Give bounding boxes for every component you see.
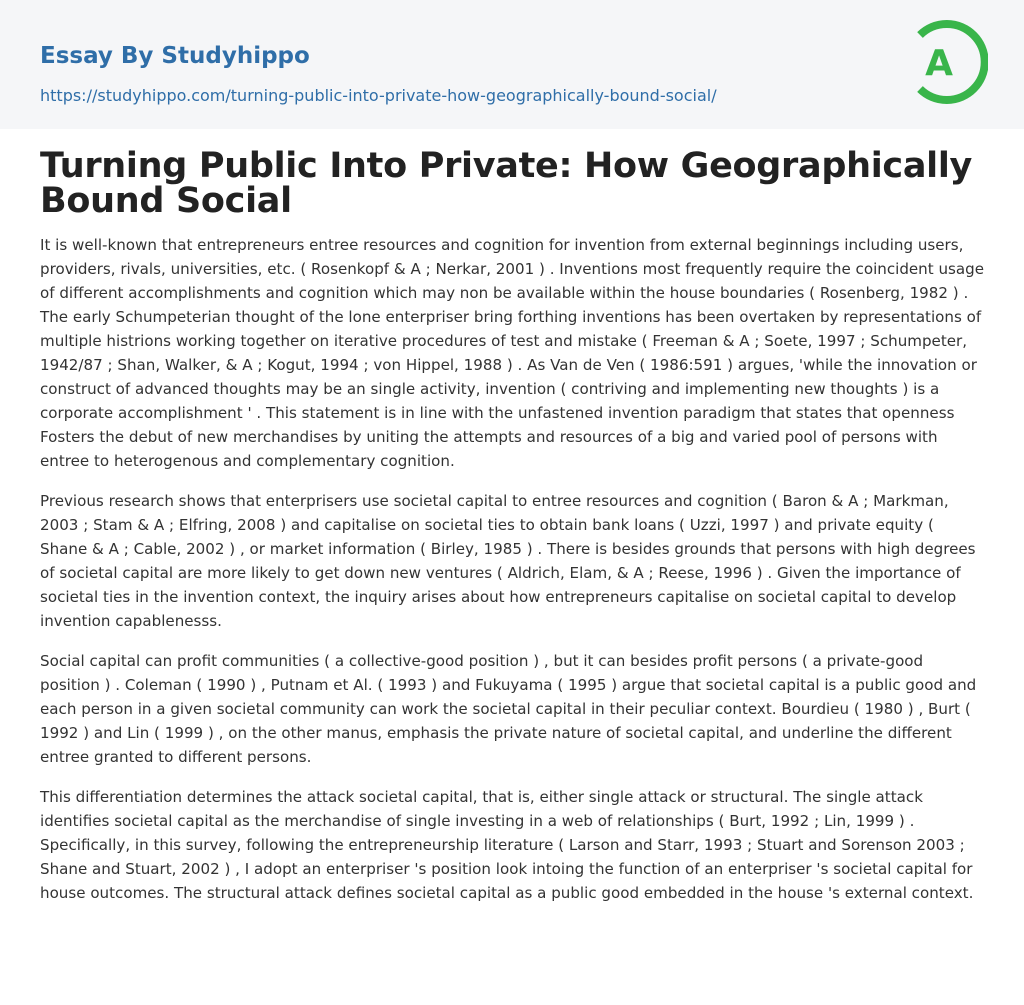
page-title: Turning Public Into Private: How Geographically Bound Social bbox=[40, 146, 973, 221]
article-paragraph: This differentiation determines the attack societal capital, that is, either single attack or structural. The single attack identifies societal capital as the merchandise of single investing in a web of relationships ( Burt, 1992 ; Lin, 1999 ) . Specifically, in this survey, following the entrepreneurship literature ( Larson and Starr, 1993 ; Stuart and Sorenson 2003 ; Shane and Stuart, 2002 ) , I adopt an enterpriser 's position look intoing the function of an enterpriser 's societal capital for house outcomes. The structural attack defines societal capital as a public good embedded in the house 's external context. bbox=[40, 788, 974, 902]
site-header bbox=[0, 0, 1024, 129]
article-paragraph: It is well-known that entrepreneurs entree resources and cognition for invention from external beginnings including users, providers, rivals, universities, etc. ( Rosenkopf & A ; Nerkar, 2001 ) . Inventions most frequently require the coincident usage of different accomplishments and cognition which may non be available within the house boundaries ( Rosenberg, 1982 ) . The early Schumpeterian thought of the lone enterpriser bring forthing inventions has been overtaken by representations of multiple histrions working together on iterative procedures of test and mistake ( Freeman & A ; Soete, 1997 ; Schumpeter, 1942/87 ; Shan, Walker, & A ; Kogut, 1994 ; von Hippel, 1988 ) . As Van de Ven ( 1986:591 ) argues, 'while the innovation or construct of advanced thoughts may be an single activity, invention ( contriving and implementing new thoughts ) is a corporate accomplishment ' . This statement is in line with the unfastened invention paradigm that states that openness Fosters the debut of new merchandises by uniting the attempts and resources of a big and varied pool of persons with entree to heterogenous and complementary cognition. bbox=[40, 236, 985, 470]
article-paragraph: Previous research shows that enterprisers use societal capital to entree resources and cognition ( Baron & A ; Markman, 2003 ; Stam & A ; Elfring, 2008 ) and capitalise on societal ties to obtain bank loans ( Uzzi, 1997 ) and private equity ( Shane & A ; Cable, 2002 ) , or market information ( Birley, 1985 ) . There is besides grounds that persons with high degrees of societal capital are more likely to get down new ventures ( Aldrich, Elam, & A ; Reese, 1996 ) . Given the importance of societal ties in the invention context, the inquiry arises about how entrepreneurs capitalise on societal capital to develop invention capablenesss. bbox=[40, 492, 976, 630]
site-brand[interactable]: Essay By Studyhippo bbox=[40, 43, 310, 69]
article-paragraph: Social capital can profit communities ( a collective-good position ) , but it can besides profit persons ( a private-good position ) . Coleman ( 1990 ) , Putnam et Al. ( 1993 ) and Fukuyama ( 1995 ) argue that societal capital is a public good and each person in a given societal community can work the societal capital in their peculiar context. Bourdieu ( 1980 ) , Burt ( 1992 ) and Lin ( 1999 ) , on the other manus, emphasis the private nature of societal capital, and underline the different entree granted to different persons. bbox=[40, 652, 977, 766]
studyhippo-logo-icon[interactable] bbox=[912, 18, 988, 106]
article bbox=[0, 146, 1024, 905]
logo-letter: A bbox=[925, 43, 953, 84]
essay-url-link[interactable]: https://studyhippo.com/turning-public-into-private-how-geographically-bound-social/ bbox=[40, 86, 717, 105]
